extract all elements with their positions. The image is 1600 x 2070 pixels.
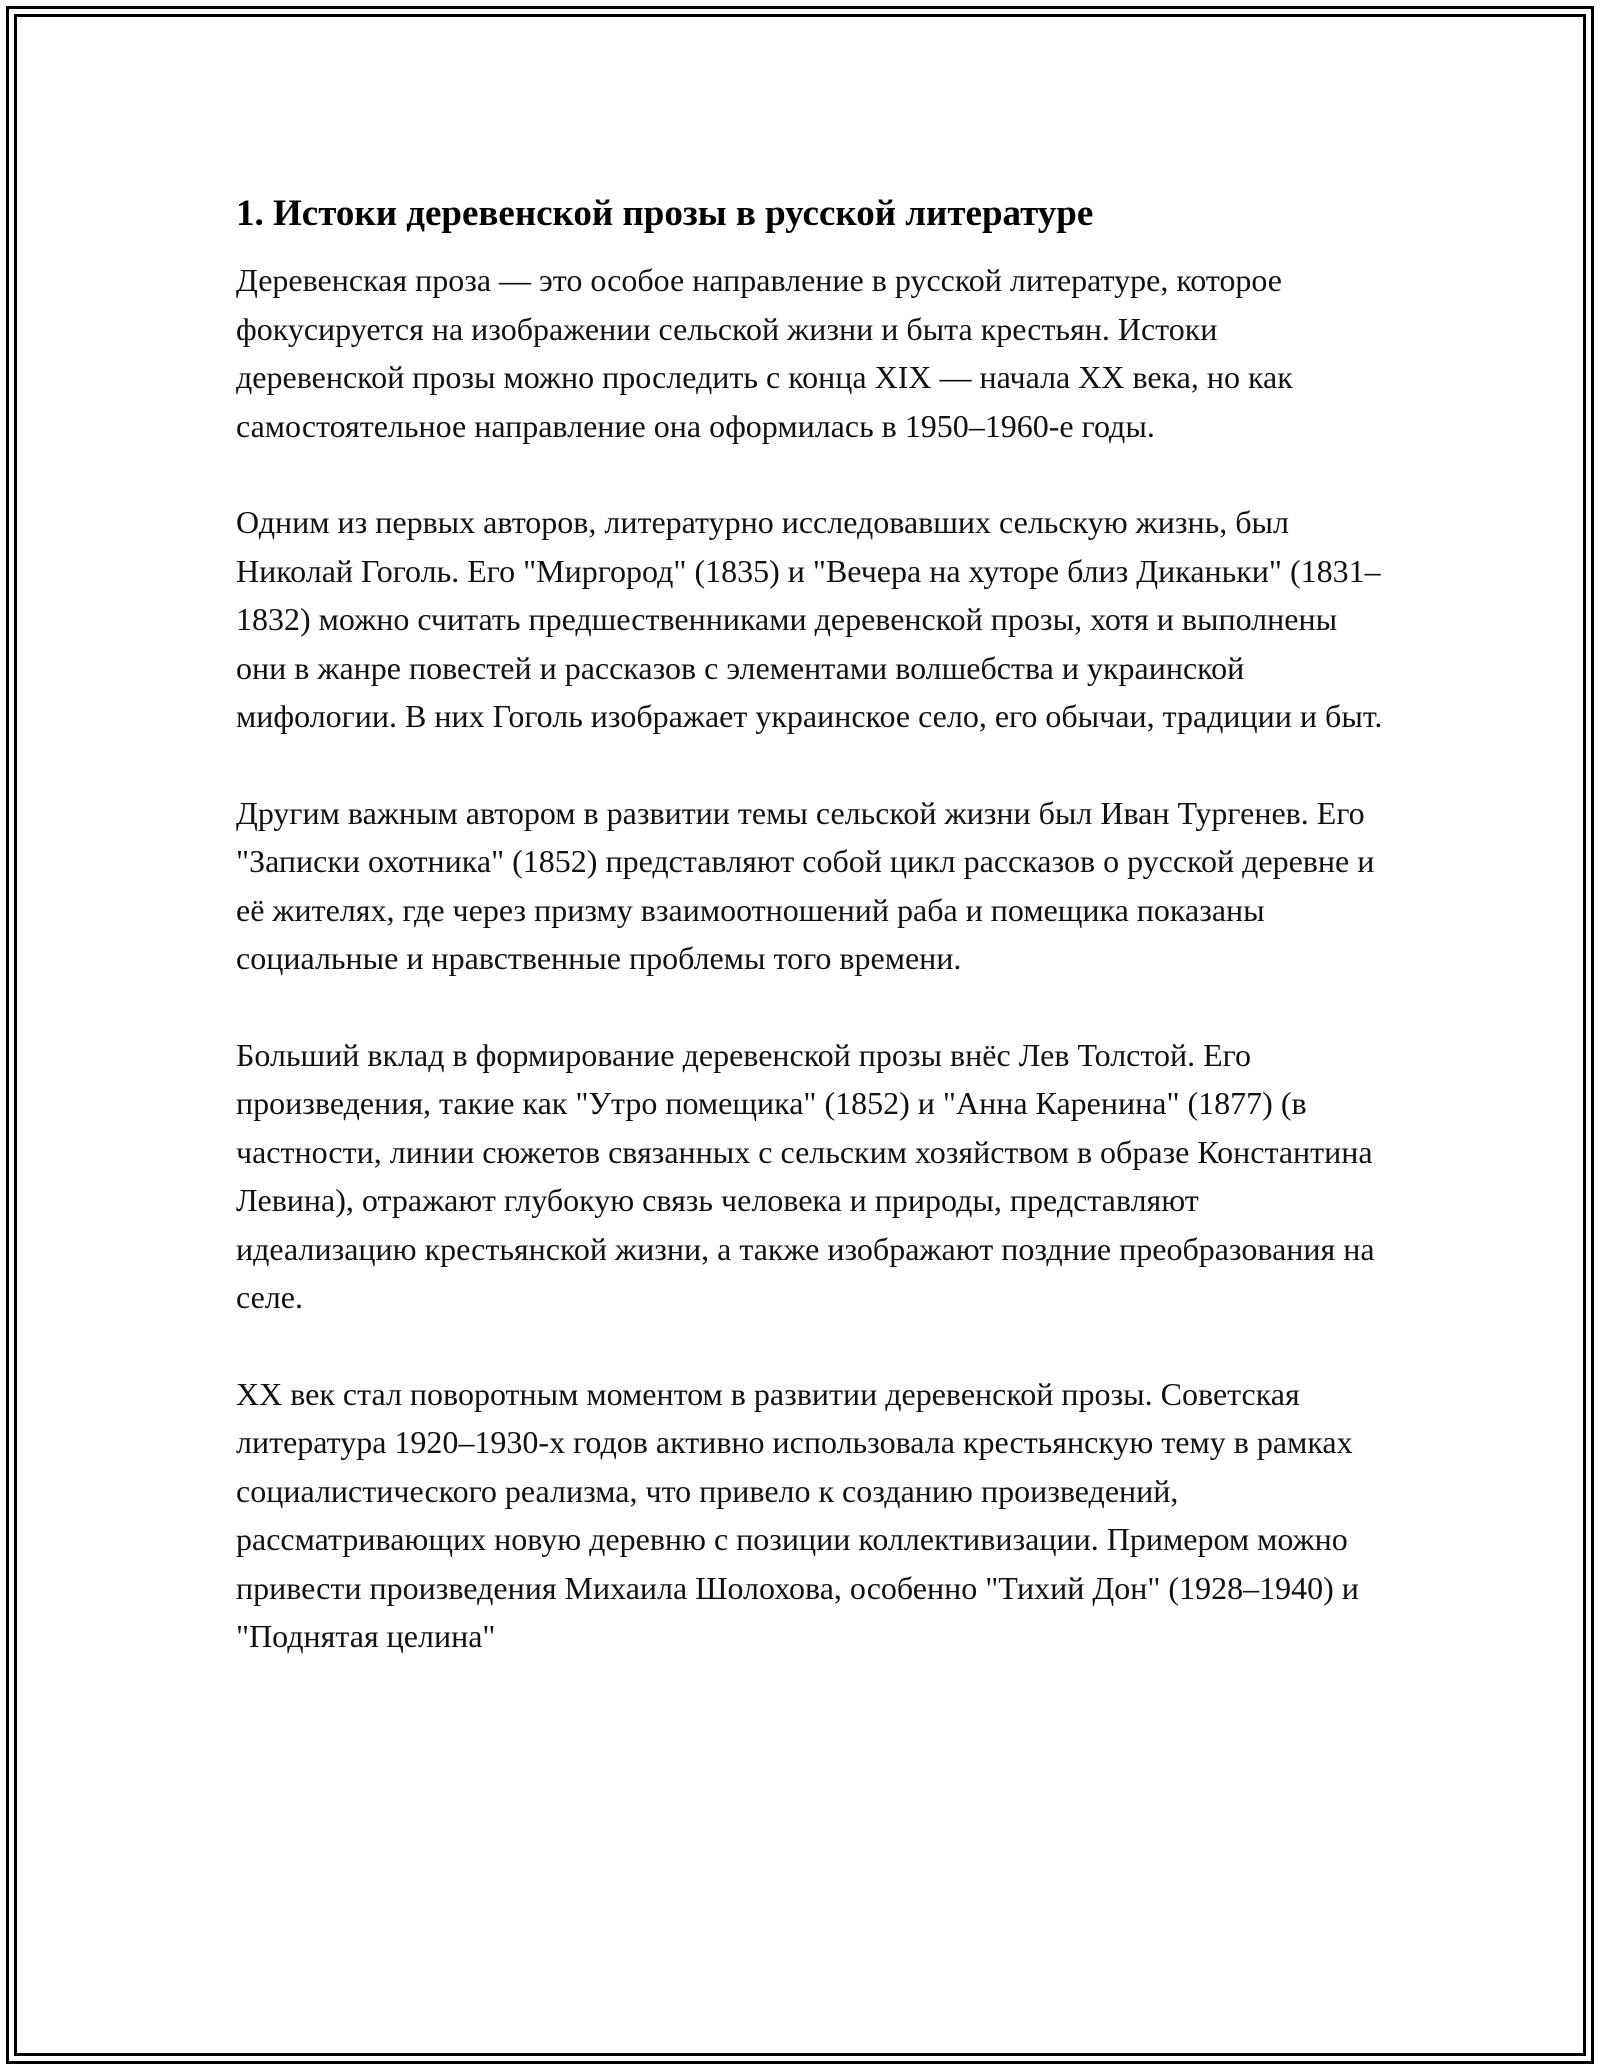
section-heading: 1. Истоки деревенской прозы в русской литературе [236,193,1094,234]
paragraph-turgenev: Другим важным автором в развитии темы сельской жизни был Иван Тургенев. Его "Записки охотника" (1852) представляют собой цикл рассказов о русской деревне и её жителях, где через призму взаимоотношений раба и помещика показаны социальные и нравственные проблемы того времени. [236,794,1375,976]
paragraph-intro: Деревенская проза — это особое направление в русской литературе, которое фокусируется на изображении сельской жизни и быта крестьян. Истоки деревенской прозы можно проследить с конца XIX — начала XX века, но как самостоятельное направление она оформилась в 1950–1960-е годы. [236,262,1293,444]
document-body [236,188,1386,1661]
paragraph-twentieth-century: XX век стал поворотным моментом в развитии деревенской прозы. Советская литература 1920–1930-х годов активно использовала крестьянскую тему в рамках социалистического реализма, что привело к созданию произведений, рассматривающих новую деревню с позиции коллективизации. Примером можно привести произведения Михаила Шолохова, особенно "Тихий Дон" (1928–1940) и "Поднятая целина" [236,1375,1359,1654]
paragraph-gogol: Одним из первых авторов, литературно исследовавших сельскую жизнь, был Николай Гоголь. Его "Миргород" (1835) и "Вечера на хуторе близ Диканьки" (1831–1832) можно считать предшественниками деревенской прозы, хотя и выполнены они в жанре повестей и рассказов с элементами волшебства и украинской мифологии. В них Гоголь изображает украинское село, его обычаи, традиции и быт. [236,504,1383,734]
paragraph-tolstoy: Больший вклад в формирование деревенской прозы внёс Лев Толстой. Его произведения, такие как "Утро помещика" (1852) и "Анна Каренина" (1877) (в частности, линии сюжетов связанных с сельским хозяйством в образе Константина Левина), отражают глубокую связь человека и природы, представляют идеализацию крестьянской жизни, а также изображают поздние преобразования на селе. [236,1036,1375,1315]
